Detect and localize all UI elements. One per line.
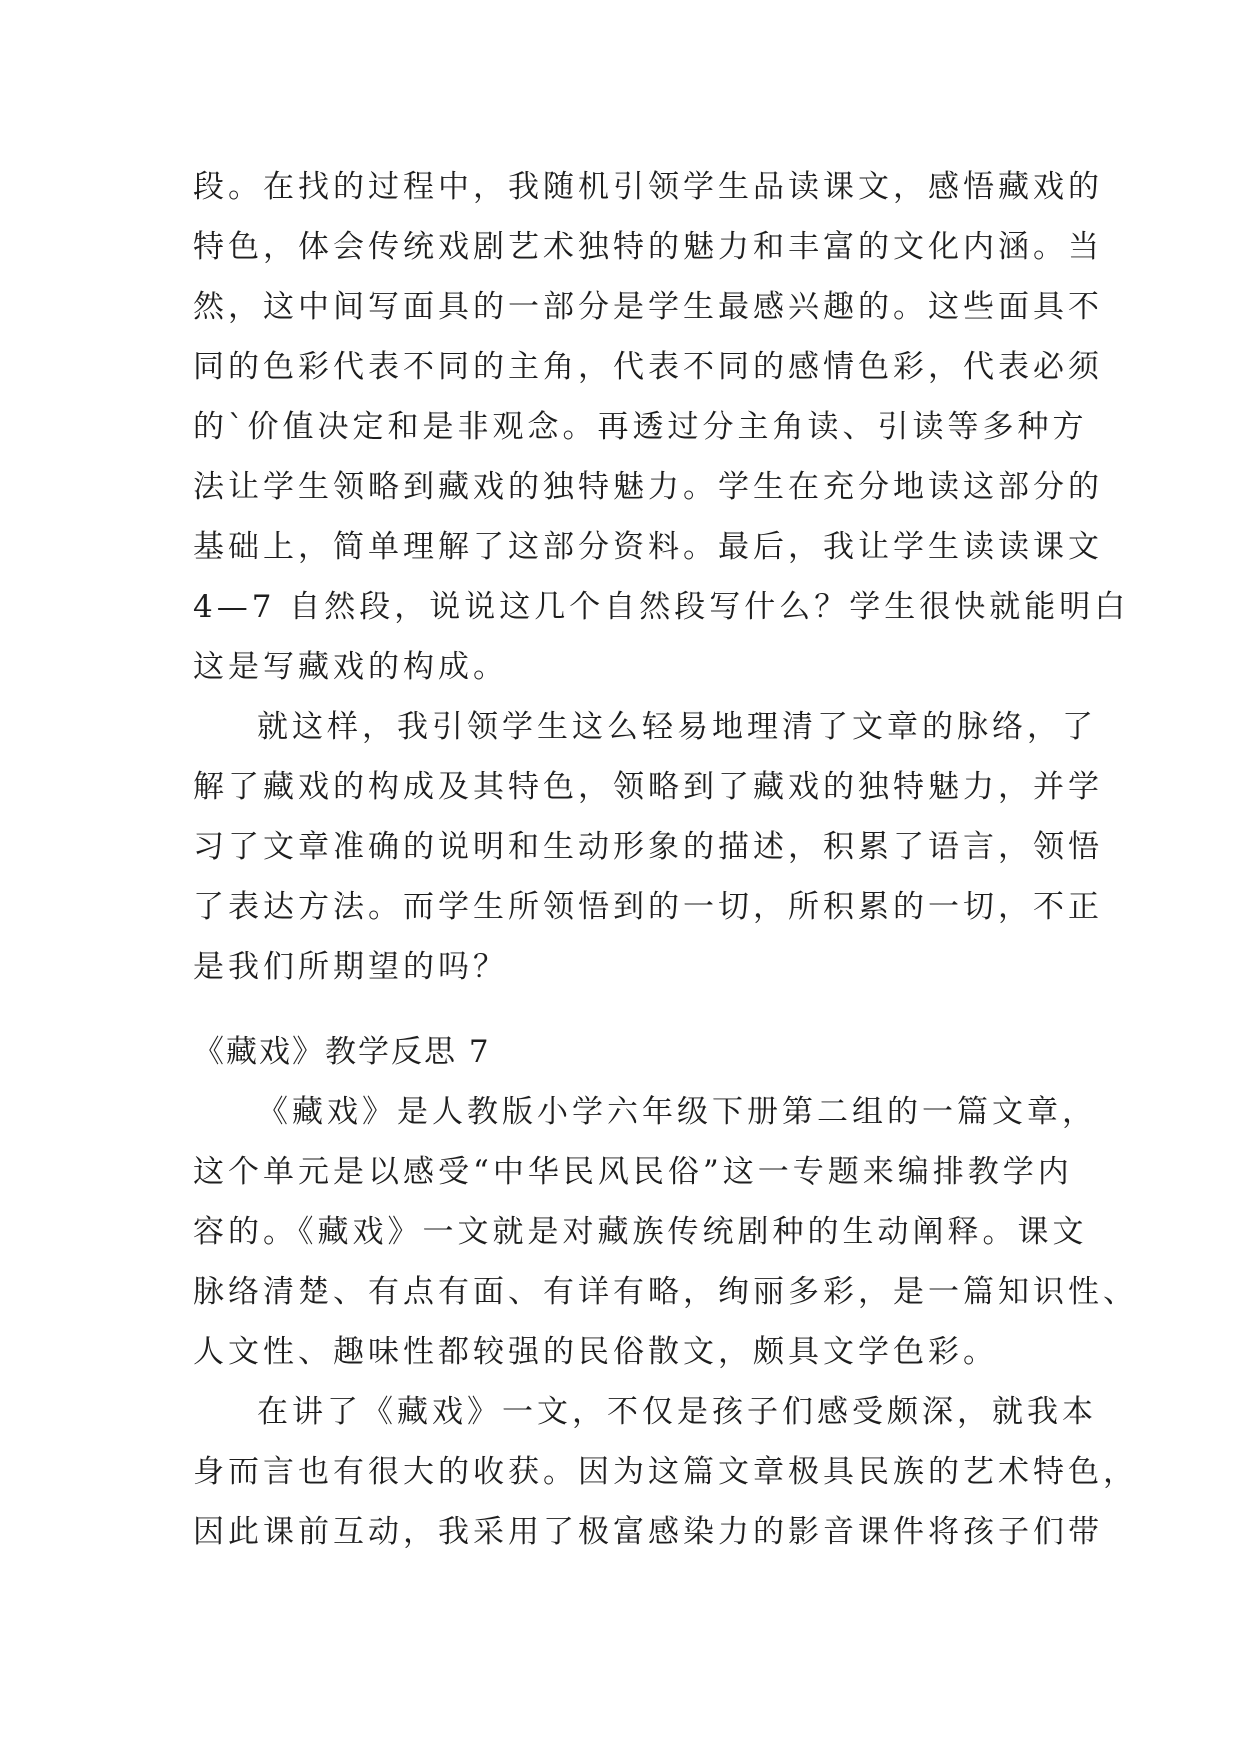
paragraph-line: 4—7 自然段，说说这几个自然段写什么？学生很快就能明白 bbox=[193, 589, 1130, 625]
paragraph-line: 了表达方法。而学生所领悟到的一切，所积累的一切，不正 bbox=[193, 889, 1103, 925]
paragraph-line: 段。在找的过程中，我随机引领学生品读课文，感悟藏戏的 bbox=[193, 169, 1103, 205]
paragraph-line: 特色，体会传统戏剧艺术独特的魅力和丰富的文化内涵。当 bbox=[193, 229, 1103, 265]
section1-text bbox=[193, 157, 1130, 997]
paragraph-line: 脉络清楚、有点有面、有详有略，绚丽多彩，是一篇知识性、 bbox=[193, 1274, 1138, 1310]
paragraph-line: 解了藏戏的构成及其特色，领略到了藏戏的独特魅力，并学 bbox=[193, 769, 1103, 805]
paragraph-line: 这个单元是以感受“中华民风民俗”这一专题来编排教学内 bbox=[193, 1154, 1073, 1190]
paragraph-line: 习了文章准确的说明和生动形象的描述，积累了语言，领悟 bbox=[193, 829, 1103, 865]
section-heading: 《藏戏》教学反思 7 bbox=[193, 1034, 491, 1070]
paragraph-line: 就这样，我引领学生这么轻易地理清了文章的脉络，了 bbox=[257, 709, 1097, 745]
paragraph-line: 这是写藏戏的构成。 bbox=[193, 649, 508, 685]
paragraph-line: 的`价值决定和是非观念。再透过分主角读、引读等多种方 bbox=[193, 409, 1088, 445]
section2-text bbox=[193, 1022, 1138, 1562]
paragraph-line: 人文性、趣味性都较强的民俗散文，颇具文学色彩。 bbox=[193, 1334, 998, 1370]
paragraph-line: 容的。《藏戏》一文就是对藏族传统剧种的生动阐释。课文 bbox=[193, 1214, 1088, 1250]
paragraph-line: 基础上，简单理解了这部分资料。最后，我让学生读读课文 bbox=[193, 529, 1103, 565]
paragraph-line: 然，这中间写面具的一部分是学生最感兴趣的。这些面具不 bbox=[193, 289, 1103, 325]
paragraph-line: 因此课前互动，我采用了极富感染力的影音课件将孩子们带 bbox=[193, 1514, 1103, 1550]
paragraph-line: 同的色彩代表不同的主角，代表不同的感情色彩，代表必须 bbox=[193, 349, 1103, 385]
paragraph-line: 法让学生领略到藏戏的独特魅力。学生在充分地读这部分的 bbox=[193, 469, 1103, 505]
paragraph-line: 《藏戏》是人教版小学六年级下册第二组的一篇文章， bbox=[257, 1094, 1097, 1130]
paragraph-line: 是我们所期望的吗？ bbox=[193, 949, 508, 985]
paragraph-line: 在讲了《藏戏》一文，不仅是孩子们感受颇深，就我本 bbox=[257, 1394, 1097, 1430]
paragraph-line: 身而言也有很大的收获。因为这篇文章极具民族的艺术特色， bbox=[193, 1454, 1138, 1490]
